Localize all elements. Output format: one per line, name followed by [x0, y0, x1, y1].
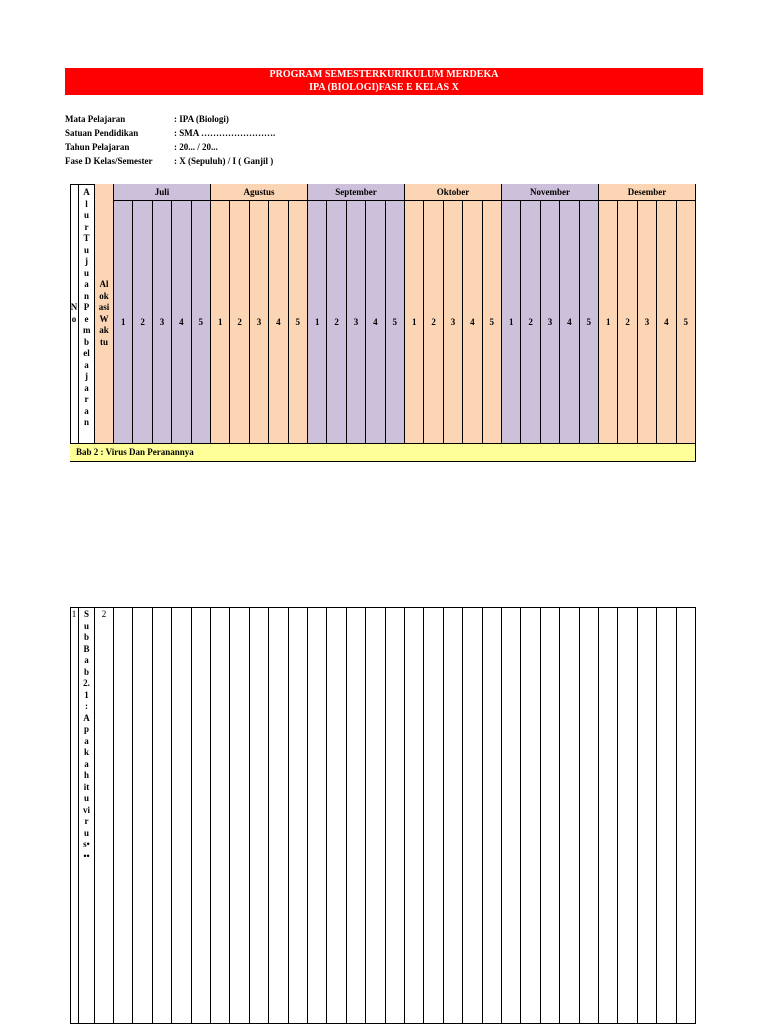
week-header: 1 [308, 201, 327, 444]
week-header: 3 [153, 201, 172, 444]
week-header: 2 [618, 201, 637, 444]
row-sub-bab-label: Sub Bab 2.1 : Apakah itu virus••• [83, 609, 91, 861]
row-alokasi: 2 [95, 607, 114, 1024]
week-header: 5 [677, 201, 696, 444]
header-alokasi-label: AlokasiWaktu [98, 279, 110, 347]
meta-row-phase: Fase D Kelas/Semester : X (Sepuluh) / I ( Ganjil ) [65, 156, 274, 166]
week-cell [133, 607, 152, 1024]
week-header: 5 [289, 201, 308, 444]
week-header: 3 [444, 201, 463, 444]
week-header: 3 [541, 201, 560, 444]
week-cell [618, 607, 637, 1024]
week-cell [192, 607, 211, 1024]
meta-row-subject: Mata Pelajaran : IPA (Biologi) [65, 114, 229, 124]
week-cell [386, 607, 405, 1024]
week-cell [211, 607, 230, 1024]
week-cell [405, 607, 424, 1024]
week-cell [153, 607, 172, 1024]
header-no-label: No [70, 302, 78, 324]
title-line-2: IPA (BIOLOGI)FASE E KELAS X [309, 82, 459, 93]
week-header: 2 [230, 201, 249, 444]
week-header: 5 [483, 201, 502, 444]
header-no [70, 184, 79, 444]
week-cell [483, 607, 502, 1024]
week-cell [366, 607, 385, 1024]
bab-row: Bab 2 : Virus Dan Peranannya [70, 444, 696, 462]
month-header: November [502, 184, 599, 201]
week-cell [424, 607, 443, 1024]
week-cell [521, 607, 540, 1024]
week-header: 3 [347, 201, 366, 444]
week-header: 3 [638, 201, 657, 444]
week-cell [599, 607, 618, 1024]
week-cell [250, 607, 269, 1024]
week-cell [308, 607, 327, 1024]
week-cell [657, 607, 676, 1024]
row-no: 1 [70, 607, 79, 1024]
week-header: 2 [327, 201, 346, 444]
week-cell [560, 607, 579, 1024]
meta-row-year: Tahun Pelajaran : 20... / 20... [65, 142, 218, 152]
week-header: 1 [114, 201, 133, 444]
week-cell [541, 607, 560, 1024]
week-header: 4 [560, 201, 579, 444]
week-cell [289, 607, 308, 1024]
week-header: 4 [172, 201, 191, 444]
month-header: September [308, 184, 405, 201]
header-alur-label: AlurTujuanPembelajaran [83, 187, 91, 427]
week-header: 4 [366, 201, 385, 444]
month-header: Oktober [405, 184, 502, 201]
week-header: 5 [386, 201, 405, 444]
week-cell [502, 607, 521, 1024]
header-alokasi-waktu [95, 184, 114, 444]
month-header: Juli [114, 184, 211, 201]
month-header: Agustus [211, 184, 308, 201]
week-cell [463, 607, 482, 1024]
week-header: 2 [521, 201, 540, 444]
week-cell [230, 607, 249, 1024]
week-cell [638, 607, 657, 1024]
week-header: 3 [250, 201, 269, 444]
week-header: 5 [580, 201, 599, 444]
week-cell [677, 607, 696, 1024]
document-meta [65, 112, 275, 168]
week-header: 4 [269, 201, 288, 444]
week-cell [172, 607, 191, 1024]
week-cell [347, 607, 366, 1024]
row-sub-bab [79, 607, 95, 1024]
week-cell [114, 607, 133, 1024]
document-title-banner [65, 68, 703, 95]
week-cell [327, 607, 346, 1024]
week-header: 1 [211, 201, 230, 444]
week-header: 4 [463, 201, 482, 444]
week-header: 1 [502, 201, 521, 444]
title-line-1: PROGRAM SEMESTERKURIKULUM MERDEKA [269, 69, 499, 80]
meta-row-school: Satuan Pendidikan : SMA ……………………. [65, 128, 276, 138]
week-header: 2 [133, 201, 152, 444]
week-cell [444, 607, 463, 1024]
week-header: 4 [657, 201, 676, 444]
week-header: 1 [405, 201, 424, 444]
week-header: 5 [192, 201, 211, 444]
week-cell [580, 607, 599, 1024]
week-header: 1 [599, 201, 618, 444]
header-alur-tujuan [79, 184, 95, 444]
week-header: 2 [424, 201, 443, 444]
week-cell [269, 607, 288, 1024]
month-header: Desember [599, 184, 696, 201]
